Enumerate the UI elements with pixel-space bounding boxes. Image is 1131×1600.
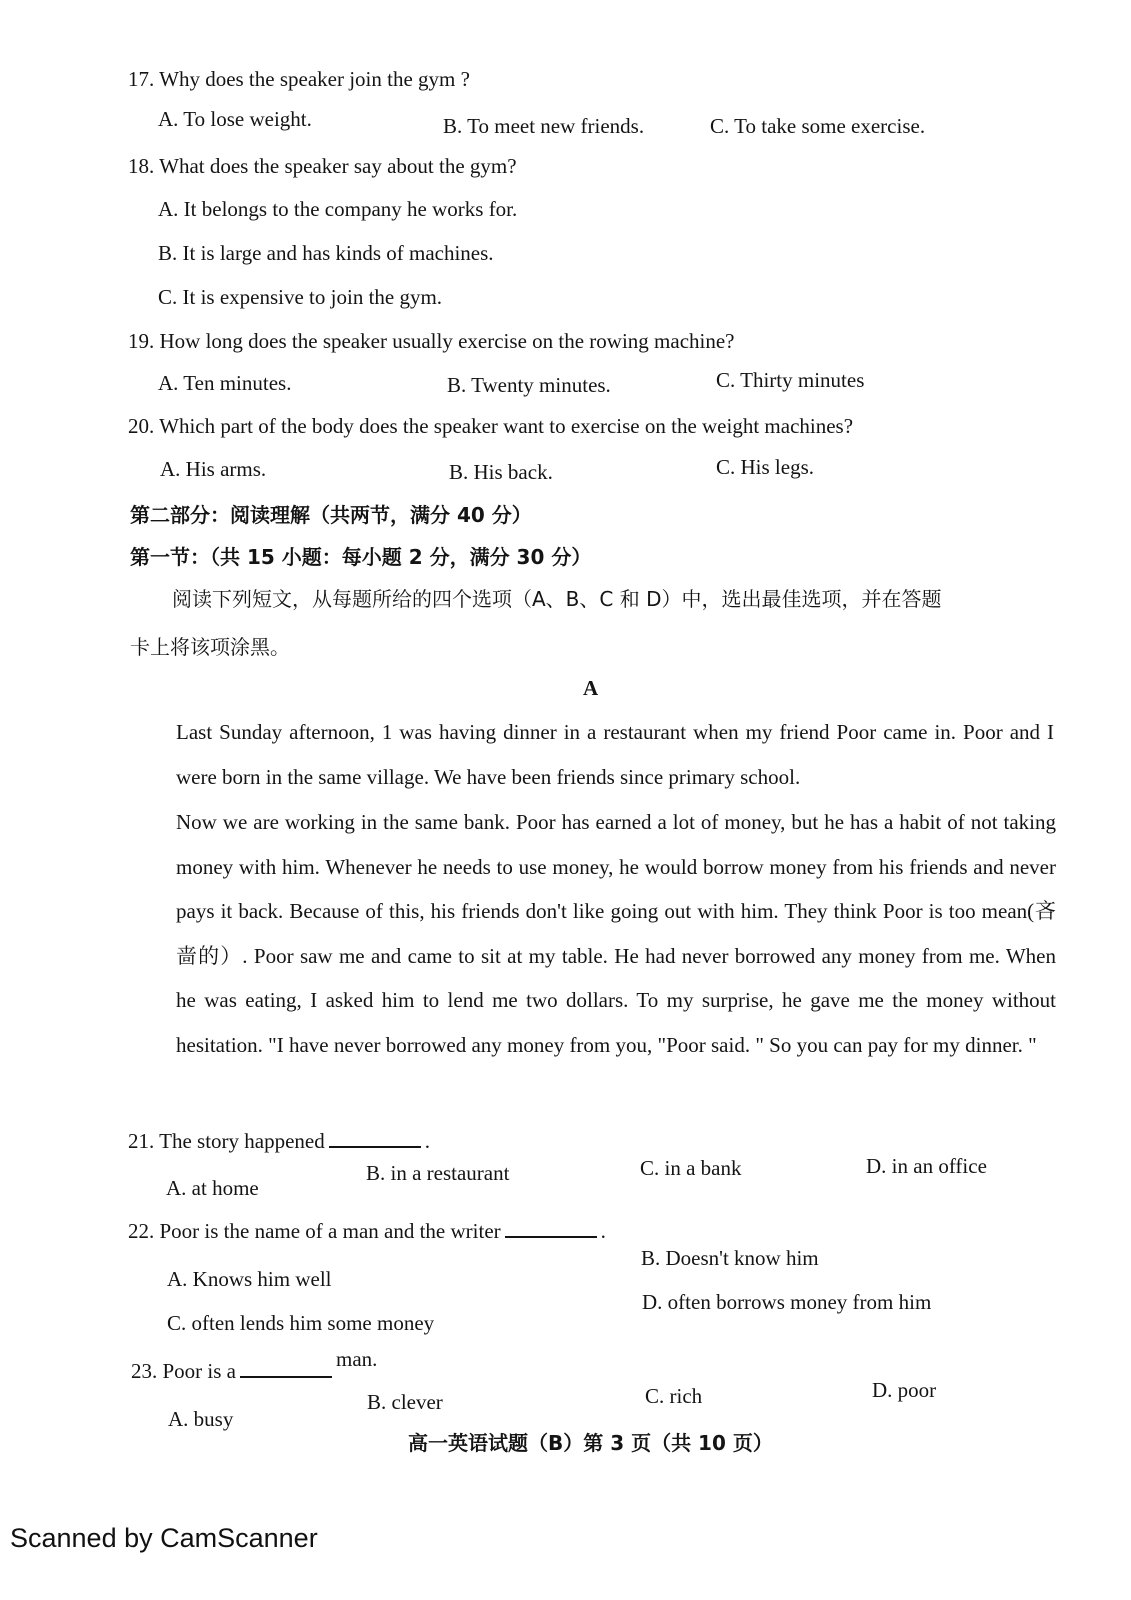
question-22-stem-text: 22. Poor is the name of a man and the writer — [128, 1219, 501, 1243]
question-18-stem: 18. What does the speaker say about the gym? — [128, 154, 517, 178]
answer-blank — [329, 1130, 421, 1148]
question-18-option-a: A. It belongs to the company he works for. — [158, 197, 518, 221]
question-23-option-c: C. rich — [645, 1384, 703, 1408]
question-18-option-c: C. It is expensive to join the gym. — [158, 285, 443, 309]
question-17-option-a: A. To lose weight. — [158, 107, 312, 131]
question-21-option-a: A. at home — [166, 1176, 259, 1200]
section-1-heading: 第一节：（共 15 小题：每小题 2 分，满分 30 分） — [130, 545, 592, 569]
instructions-line-2: 卡上将该项涂黑。 — [130, 635, 290, 659]
question-17-stem: 17. Why does the speaker join the gym ? — [128, 67, 470, 91]
question-23-stem-pre: 23. Poor is a — [131, 1359, 236, 1383]
passage-paragraph-2 — [130, 800, 1056, 1068]
page-footer: 高一英语试题（B）第 3 页（共 10 页） — [408, 1431, 773, 1455]
passage-paragraph-1-text: Last Sunday afternoon, 1 was having dinner in a restaurant when my friend Poor came in. Poor and I were born in the same village. We have been friends since primary school. — [176, 720, 1054, 789]
question-21-option-b: B. in a restaurant — [366, 1161, 510, 1185]
question-23-stem — [131, 1347, 378, 1384]
passage-paragraph-2-text: Now we are working in the same bank. Poor has earned a lot of money, but he has a habit of not taking money with him. Whenever he needs to use money, he would borrow money from his friends and never pays it back. Because of this, his friends don't like going out with him. They think Poor is too mean(吝啬的）. Poor saw me and came to sit at my table. He had never borrowed any money from me. When he was eating, I asked him to lend me two dollars. To my surprise, he gave me the money without hesitation. "I have never borrowed any money from you, "Poor said. " So you can pay for my dinner. " — [176, 810, 1056, 1057]
question-22-option-c: C. often lends him some money — [167, 1311, 435, 1335]
question-23-option-b: B. clever — [367, 1390, 443, 1414]
camscanner-watermark: Scanned by CamScanner — [10, 1523, 318, 1553]
question-19-option-b: B. Twenty minutes. — [447, 373, 611, 397]
question-20-stem: 20. Which part of the body does the speaker want to exercise on the weight machines? — [128, 414, 854, 438]
question-18-option-b: B. It is large and has kinds of machines. — [158, 241, 494, 265]
question-20-option-b: B. His back. — [449, 460, 553, 484]
question-21-option-c: C. in a bank — [640, 1156, 742, 1180]
passage-letter: A — [583, 676, 599, 700]
question-19-stem: 19. How long does the speaker usually exercise on the rowing machine? — [128, 329, 735, 353]
question-23-stem-post: man. — [336, 1347, 378, 1371]
section-2-heading: 第二部分：阅读理解（共两节，满分 40 分） — [130, 503, 532, 527]
question-22-stem: 22. Poor is the name of a man and the writer . — [128, 1219, 606, 1243]
question-21-option-d: D. in an office — [866, 1154, 987, 1178]
answer-blank — [240, 1360, 332, 1378]
question-21-stem: 21. The story happened . — [128, 1129, 430, 1153]
question-19-option-c: C. Thirty minutes — [716, 368, 865, 392]
question-17-option-c: C. To take some exercise. — [710, 114, 926, 138]
question-22-option-d: D. often borrows money from him — [642, 1290, 932, 1314]
question-17-option-b: B. To meet new friends. — [443, 114, 645, 138]
question-23-option-d: D. poor — [872, 1378, 937, 1402]
instructions-line-1: 阅读下列短文，从每题所给的四个选项（A、B、C 和 D）中，选出最佳选项，并在答题 — [172, 587, 942, 611]
question-19-option-a: A. Ten minutes. — [158, 371, 292, 395]
passage-paragraph-1 — [130, 710, 1054, 799]
question-21-stem-text: 21. The story happened — [128, 1129, 325, 1153]
question-20-option-a: A. His arms. — [160, 457, 267, 481]
question-20-option-c: C. His legs. — [716, 455, 815, 479]
answer-blank — [505, 1220, 597, 1238]
question-22-option-b: B. Doesn't know him — [641, 1246, 819, 1270]
question-23-option-a: A. busy — [168, 1407, 234, 1431]
question-22-option-a: A. Knows him well — [167, 1267, 332, 1291]
